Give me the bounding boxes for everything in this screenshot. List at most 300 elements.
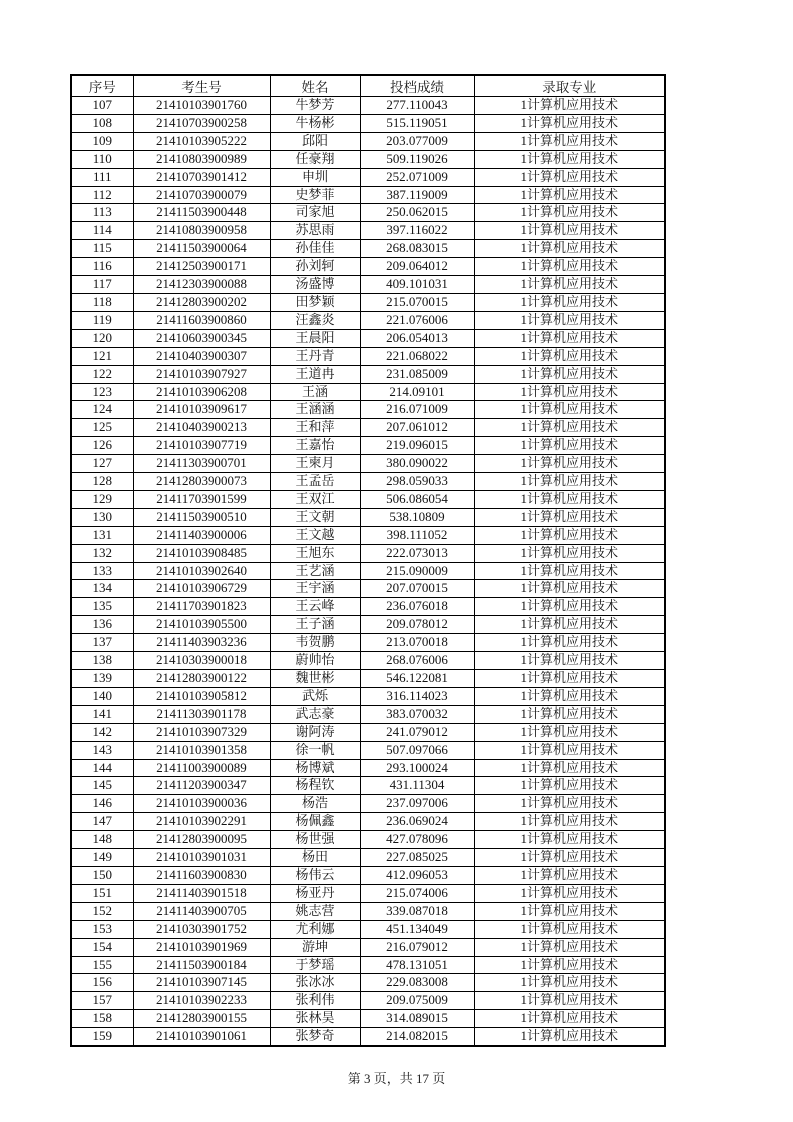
cell-major: 1计算机应用技术	[474, 437, 665, 455]
cell-name: 张利伟	[270, 992, 360, 1010]
col-header-score: 投档成绩	[360, 75, 474, 97]
cell-candidate-no: 21410103902233	[133, 992, 270, 1010]
cell-index: 132	[71, 544, 133, 562]
cell-major: 1计算机应用技术	[474, 670, 665, 688]
cell-index: 143	[71, 741, 133, 759]
cell-candidate-no: 21410803900958	[133, 222, 270, 240]
cell-index: 119	[71, 311, 133, 329]
cell-candidate-no: 21410303900018	[133, 652, 270, 670]
cell-name: 田梦颖	[270, 293, 360, 311]
table-row	[71, 580, 665, 598]
cell-name: 王道冉	[270, 365, 360, 383]
cell-candidate-no: 21410103906208	[133, 383, 270, 401]
table-row	[71, 473, 665, 491]
cell-candidate-no: 21411503900184	[133, 956, 270, 974]
cell-candidate-no: 21411603900860	[133, 311, 270, 329]
cell-index: 141	[71, 705, 133, 723]
table-row	[71, 365, 665, 383]
cell-score: 431.11304	[360, 777, 474, 795]
table-row	[71, 186, 665, 204]
cell-score: 538.10809	[360, 508, 474, 526]
table-row	[71, 114, 665, 132]
cell-major: 1计算机应用技术	[474, 705, 665, 723]
cell-candidate-no: 21410103901358	[133, 741, 270, 759]
cell-score: 214.09101	[360, 383, 474, 401]
cell-index: 133	[71, 562, 133, 580]
col-header-major: 录取专业	[474, 75, 665, 97]
cell-candidate-no: 21412803900073	[133, 473, 270, 491]
cell-major: 1计算机应用技术	[474, 634, 665, 652]
cell-major: 1计算机应用技术	[474, 276, 665, 294]
cell-index: 155	[71, 956, 133, 974]
cell-index: 130	[71, 508, 133, 526]
cell-name: 武志豪	[270, 705, 360, 723]
cell-index: 148	[71, 831, 133, 849]
cell-major: 1计算机应用技术	[474, 258, 665, 276]
cell-index: 114	[71, 222, 133, 240]
cell-candidate-no: 21410803900989	[133, 150, 270, 168]
cell-index: 159	[71, 1028, 133, 1046]
cell-major: 1计算机应用技术	[474, 97, 665, 115]
table-row	[71, 687, 665, 705]
cell-name: 张林昊	[270, 1010, 360, 1028]
cell-name: 任豪翔	[270, 150, 360, 168]
cell-score: 451.134049	[360, 920, 474, 938]
cell-index: 149	[71, 849, 133, 867]
cell-score: 339.087018	[360, 902, 474, 920]
table-row	[71, 419, 665, 437]
cell-index: 146	[71, 795, 133, 813]
cell-name: 姚志营	[270, 902, 360, 920]
cell-score: 209.075009	[360, 992, 474, 1010]
cell-candidate-no: 21410103907719	[133, 437, 270, 455]
cell-candidate-no: 21410103907145	[133, 974, 270, 992]
cell-name: 武烁	[270, 687, 360, 705]
cell-major: 1计算机应用技术	[474, 687, 665, 705]
cell-score: 427.078096	[360, 831, 474, 849]
table-row	[71, 508, 665, 526]
cell-score: 213.070018	[360, 634, 474, 652]
cell-index: 107	[71, 97, 133, 115]
table-row	[71, 437, 665, 455]
cell-score: 236.076018	[360, 598, 474, 616]
cell-name: 尤利娜	[270, 920, 360, 938]
cell-score: 215.074006	[360, 884, 474, 902]
table-row	[71, 974, 665, 992]
table-row	[71, 849, 665, 867]
table-row	[71, 455, 665, 473]
cell-name: 孙刘轲	[270, 258, 360, 276]
cell-candidate-no: 21411303900701	[133, 455, 270, 473]
cell-name: 王涵	[270, 383, 360, 401]
cell-index: 126	[71, 437, 133, 455]
table-row	[71, 1028, 665, 1046]
cell-candidate-no: 21410403900307	[133, 347, 270, 365]
cell-name: 杨亚丹	[270, 884, 360, 902]
table-row	[71, 634, 665, 652]
cell-name: 牛梦芳	[270, 97, 360, 115]
cell-score: 209.078012	[360, 616, 474, 634]
cell-major: 1计算机应用技术	[474, 813, 665, 831]
cell-major: 1计算机应用技术	[474, 777, 665, 795]
cell-candidate-no: 21410103901031	[133, 849, 270, 867]
cell-major: 1计算机应用技术	[474, 849, 665, 867]
cell-major: 1计算机应用技术	[474, 866, 665, 884]
cell-index: 111	[71, 168, 133, 186]
cell-index: 110	[71, 150, 133, 168]
cell-candidate-no: 21410103908485	[133, 544, 270, 562]
cell-score: 209.064012	[360, 258, 474, 276]
cell-score: 316.114023	[360, 687, 474, 705]
page-footer: 第 3 页，共 17 页	[347, 1071, 446, 1086]
cell-score: 478.131051	[360, 956, 474, 974]
cell-major: 1计算机应用技术	[474, 920, 665, 938]
cell-major: 1计算机应用技术	[474, 240, 665, 258]
col-header-name: 姓名	[270, 75, 360, 97]
cell-major: 1计算机应用技术	[474, 795, 665, 813]
cell-score: 236.069024	[360, 813, 474, 831]
cell-major: 1计算机应用技术	[474, 938, 665, 956]
cell-candidate-no: 21411303901178	[133, 705, 270, 723]
cell-index: 121	[71, 347, 133, 365]
cell-candidate-no: 21410103900036	[133, 795, 270, 813]
cell-major: 1计算机应用技术	[474, 168, 665, 186]
cell-name: 王涵涵	[270, 401, 360, 419]
cell-major: 1计算机应用技术	[474, 114, 665, 132]
cell-major: 1计算机应用技术	[474, 222, 665, 240]
table-row	[71, 813, 665, 831]
cell-name: 蔚帅怡	[270, 652, 360, 670]
cell-score: 515.119051	[360, 114, 474, 132]
table-row	[71, 938, 665, 956]
cell-index: 123	[71, 383, 133, 401]
cell-index: 135	[71, 598, 133, 616]
table-row	[71, 258, 665, 276]
cell-score: 219.096015	[360, 437, 474, 455]
cell-major: 1计算机应用技术	[474, 365, 665, 383]
cell-candidate-no: 21410103907329	[133, 723, 270, 741]
cell-major: 1计算机应用技术	[474, 508, 665, 526]
cell-index: 129	[71, 490, 133, 508]
cell-index: 156	[71, 974, 133, 992]
cell-name: 王柬月	[270, 455, 360, 473]
cell-name: 司家旭	[270, 204, 360, 222]
cell-name: 汪鑫炎	[270, 311, 360, 329]
cell-major: 1计算机应用技术	[474, 347, 665, 365]
cell-score: 409.101031	[360, 276, 474, 294]
cell-candidate-no: 21411203900347	[133, 777, 270, 795]
cell-score: 203.077009	[360, 132, 474, 150]
cell-name: 汤盛博	[270, 276, 360, 294]
cell-index: 152	[71, 902, 133, 920]
table-row	[71, 490, 665, 508]
table-row	[71, 652, 665, 670]
cell-index: 115	[71, 240, 133, 258]
cell-index: 158	[71, 1010, 133, 1028]
cell-score: 277.110043	[360, 97, 474, 115]
cell-major: 1计算机应用技术	[474, 544, 665, 562]
cell-major: 1计算机应用技术	[474, 132, 665, 150]
cell-name: 王宇涵	[270, 580, 360, 598]
cell-major: 1计算机应用技术	[474, 1010, 665, 1028]
cell-index: 134	[71, 580, 133, 598]
cell-name: 魏世彬	[270, 670, 360, 688]
cell-major: 1计算机应用技术	[474, 311, 665, 329]
cell-score: 268.083015	[360, 240, 474, 258]
cell-index: 142	[71, 723, 133, 741]
cell-major: 1计算机应用技术	[474, 992, 665, 1010]
cell-index: 145	[71, 777, 133, 795]
cell-candidate-no: 21411703901599	[133, 490, 270, 508]
cell-index: 131	[71, 526, 133, 544]
cell-candidate-no: 21411603900830	[133, 866, 270, 884]
cell-index: 108	[71, 114, 133, 132]
cell-score: 398.111052	[360, 526, 474, 544]
cell-candidate-no: 21412303900088	[133, 276, 270, 294]
cell-candidate-no: 21411403901518	[133, 884, 270, 902]
cell-score: 268.076006	[360, 652, 474, 670]
cell-major: 1计算机应用技术	[474, 831, 665, 849]
cell-candidate-no: 21411503900064	[133, 240, 270, 258]
cell-name: 于梦瑶	[270, 956, 360, 974]
cell-score: 380.090022	[360, 455, 474, 473]
cell-index: 117	[71, 276, 133, 294]
cell-name: 杨田	[270, 849, 360, 867]
cell-major: 1计算机应用技术	[474, 186, 665, 204]
table-row	[71, 329, 665, 347]
table-row	[71, 759, 665, 777]
table-row	[71, 347, 665, 365]
cell-index: 154	[71, 938, 133, 956]
cell-candidate-no: 21412803900095	[133, 831, 270, 849]
table-row	[71, 777, 665, 795]
cell-index: 112	[71, 186, 133, 204]
cell-major: 1计算机应用技术	[474, 1028, 665, 1046]
cell-candidate-no: 21410703900258	[133, 114, 270, 132]
cell-index: 157	[71, 992, 133, 1010]
cell-major: 1计算机应用技术	[474, 419, 665, 437]
cell-name: 谢阿涛	[270, 723, 360, 741]
cell-candidate-no: 21410103905222	[133, 132, 270, 150]
table-row	[71, 795, 665, 813]
cell-index: 116	[71, 258, 133, 276]
cell-score: 293.100024	[360, 759, 474, 777]
cell-score: 221.068022	[360, 347, 474, 365]
cell-candidate-no: 21410103901969	[133, 938, 270, 956]
cell-name: 徐一帆	[270, 741, 360, 759]
cell-name: 杨佩鑫	[270, 813, 360, 831]
cell-index: 150	[71, 866, 133, 884]
cell-candidate-no: 21411503900448	[133, 204, 270, 222]
cell-index: 118	[71, 293, 133, 311]
cell-name: 史梦菲	[270, 186, 360, 204]
cell-candidate-no: 21410303901752	[133, 920, 270, 938]
cell-major: 1计算机应用技术	[474, 455, 665, 473]
cell-major: 1计算机应用技术	[474, 150, 665, 168]
cell-score: 387.119009	[360, 186, 474, 204]
cell-index: 125	[71, 419, 133, 437]
cell-candidate-no: 21411503900510	[133, 508, 270, 526]
cell-score: 241.079012	[360, 723, 474, 741]
cell-major: 1计算机应用技术	[474, 401, 665, 419]
cell-major: 1计算机应用技术	[474, 204, 665, 222]
cell-name: 孙佳佳	[270, 240, 360, 258]
cell-name: 游坤	[270, 938, 360, 956]
cell-candidate-no: 21412503900171	[133, 258, 270, 276]
cell-candidate-no: 21410103902291	[133, 813, 270, 831]
cell-name: 杨世强	[270, 831, 360, 849]
cell-index: 144	[71, 759, 133, 777]
cell-index: 128	[71, 473, 133, 491]
cell-name: 王文朝	[270, 508, 360, 526]
cell-major: 1计算机应用技术	[474, 723, 665, 741]
cell-major: 1计算机应用技术	[474, 526, 665, 544]
cell-major: 1计算机应用技术	[474, 329, 665, 347]
table-row	[71, 598, 665, 616]
cell-major: 1计算机应用技术	[474, 652, 665, 670]
cell-candidate-no: 21412803900122	[133, 670, 270, 688]
cell-candidate-no: 21410103905812	[133, 687, 270, 705]
cell-candidate-no: 21410103906729	[133, 580, 270, 598]
cell-index: 120	[71, 329, 133, 347]
admission-table	[70, 74, 666, 1047]
admission-table-container	[70, 74, 666, 1047]
cell-major: 1计算机应用技术	[474, 580, 665, 598]
cell-name: 王双江	[270, 490, 360, 508]
table-row	[71, 1010, 665, 1028]
cell-candidate-no: 21410103901061	[133, 1028, 270, 1046]
cell-score: 216.071009	[360, 401, 474, 419]
table-row	[71, 866, 665, 884]
table-header-row	[71, 75, 665, 97]
table-row	[71, 544, 665, 562]
table-row	[71, 168, 665, 186]
cell-score: 214.082015	[360, 1028, 474, 1046]
cell-candidate-no: 21411703901823	[133, 598, 270, 616]
table-row	[71, 240, 665, 258]
table-row	[71, 884, 665, 902]
cell-candidate-no: 21411403900006	[133, 526, 270, 544]
cell-score: 237.097006	[360, 795, 474, 813]
cell-score: 215.070015	[360, 293, 474, 311]
cell-score: 207.070015	[360, 580, 474, 598]
cell-candidate-no: 21410103902640	[133, 562, 270, 580]
table-row	[71, 670, 665, 688]
cell-candidate-no: 21410703900079	[133, 186, 270, 204]
cell-candidate-no: 21411403900705	[133, 902, 270, 920]
cell-name: 杨伟云	[270, 866, 360, 884]
cell-name: 王丹青	[270, 347, 360, 365]
table-row	[71, 741, 665, 759]
table-row	[71, 616, 665, 634]
cell-name: 张梦奇	[270, 1028, 360, 1046]
table-row	[71, 705, 665, 723]
cell-score: 206.054013	[360, 329, 474, 347]
cell-score: 221.076006	[360, 311, 474, 329]
cell-candidate-no: 21410103907927	[133, 365, 270, 383]
table-row	[71, 831, 665, 849]
cell-index: 124	[71, 401, 133, 419]
cell-name: 王艺涵	[270, 562, 360, 580]
cell-major: 1计算机应用技术	[474, 902, 665, 920]
cell-score: 397.116022	[360, 222, 474, 240]
cell-score: 506.086054	[360, 490, 474, 508]
cell-index: 153	[71, 920, 133, 938]
cell-score: 314.089015	[360, 1010, 474, 1028]
cell-index: 136	[71, 616, 133, 634]
table-row	[71, 526, 665, 544]
cell-index: 113	[71, 204, 133, 222]
cell-name: 王晨阳	[270, 329, 360, 347]
cell-name: 杨浩	[270, 795, 360, 813]
cell-candidate-no: 21410103909617	[133, 401, 270, 419]
cell-major: 1计算机应用技术	[474, 759, 665, 777]
cell-name: 王文越	[270, 526, 360, 544]
cell-score: 231.085009	[360, 365, 474, 383]
cell-candidate-no: 21410403900213	[133, 419, 270, 437]
cell-name: 韦贺鹏	[270, 634, 360, 652]
table-row	[71, 956, 665, 974]
cell-name: 苏思雨	[270, 222, 360, 240]
cell-name: 王和萍	[270, 419, 360, 437]
cell-major: 1计算机应用技术	[474, 884, 665, 902]
cell-name: 王嘉怡	[270, 437, 360, 455]
cell-name: 杨博斌	[270, 759, 360, 777]
cell-index: 137	[71, 634, 133, 652]
cell-candidate-no: 21410103901760	[133, 97, 270, 115]
cell-name: 王子涵	[270, 616, 360, 634]
table-row	[71, 204, 665, 222]
cell-major: 1计算机应用技术	[474, 598, 665, 616]
table-row	[71, 97, 665, 115]
cell-score: 229.083008	[360, 974, 474, 992]
table-row	[71, 293, 665, 311]
cell-name: 王孟岳	[270, 473, 360, 491]
cell-score: 507.097066	[360, 741, 474, 759]
table-row	[71, 902, 665, 920]
table-row	[71, 562, 665, 580]
col-header-candidate-no: 考生号	[133, 75, 270, 97]
cell-score: 222.073013	[360, 544, 474, 562]
cell-major: 1计算机应用技术	[474, 974, 665, 992]
cell-score: 412.096053	[360, 866, 474, 884]
table-row	[71, 401, 665, 419]
table-row	[71, 992, 665, 1010]
cell-candidate-no: 21410703901412	[133, 168, 270, 186]
cell-index: 139	[71, 670, 133, 688]
cell-index: 151	[71, 884, 133, 902]
cell-name: 张冰冰	[270, 974, 360, 992]
cell-candidate-no: 21412803900155	[133, 1010, 270, 1028]
cell-name: 王旭东	[270, 544, 360, 562]
cell-score: 252.071009	[360, 168, 474, 186]
cell-major: 1计算机应用技术	[474, 490, 665, 508]
col-header-index: 序号	[71, 75, 133, 97]
cell-name: 杨程钦	[270, 777, 360, 795]
cell-major: 1计算机应用技术	[474, 383, 665, 401]
cell-name: 邱阳	[270, 132, 360, 150]
cell-score: 207.061012	[360, 419, 474, 437]
cell-candidate-no: 21410103905500	[133, 616, 270, 634]
cell-score: 216.079012	[360, 938, 474, 956]
cell-index: 147	[71, 813, 133, 831]
table-row	[71, 311, 665, 329]
cell-major: 1计算机应用技术	[474, 562, 665, 580]
cell-name: 王云峰	[270, 598, 360, 616]
cell-index: 109	[71, 132, 133, 150]
cell-candidate-no: 21410603900345	[133, 329, 270, 347]
cell-major: 1计算机应用技术	[474, 956, 665, 974]
